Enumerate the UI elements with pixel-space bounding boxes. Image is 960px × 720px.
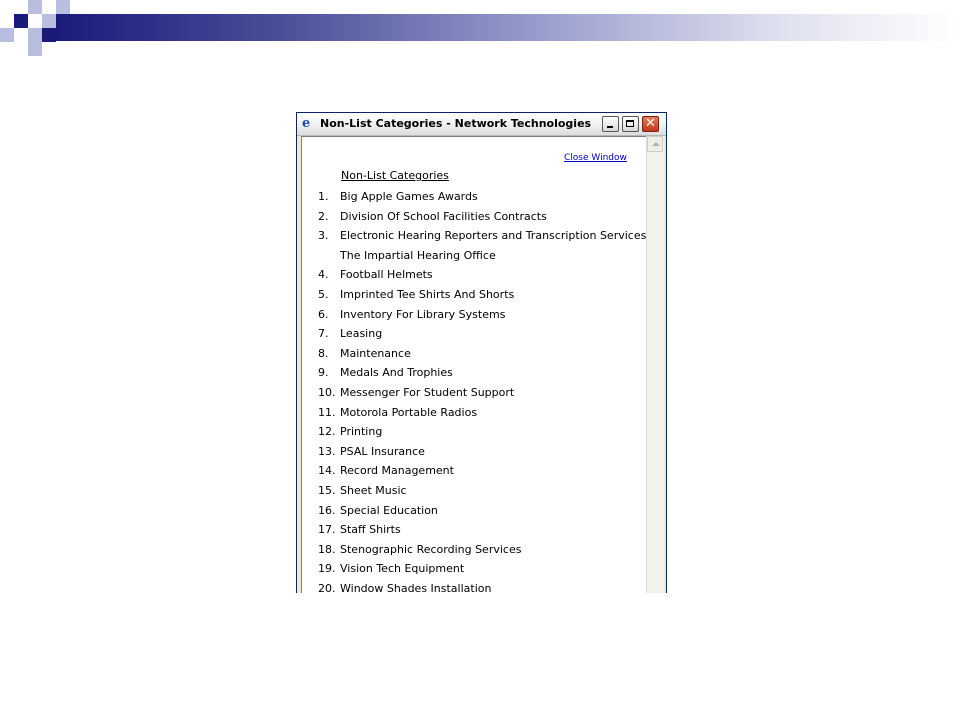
item-number: 18.	[318, 542, 336, 556]
item-label: Maintenance	[340, 346, 411, 360]
deco-square	[14, 14, 28, 28]
list-item	[318, 383, 648, 403]
item-number: 15.	[318, 483, 336, 497]
page-content	[301, 136, 646, 593]
item-number: 17.	[318, 523, 336, 537]
list-item	[318, 559, 648, 579]
list-item	[318, 403, 648, 423]
list-item	[318, 305, 648, 325]
item-label: PSAL Insurance	[340, 444, 425, 458]
deco-square	[0, 28, 14, 42]
deco-square	[28, 28, 42, 42]
list-item	[318, 363, 648, 383]
item-number: 2.	[318, 209, 329, 223]
item-label: Motorola Portable Radios	[340, 405, 478, 419]
list-item	[318, 579, 648, 593]
ie-icon: e	[302, 116, 311, 131]
item-number: 4.	[318, 268, 329, 282]
maximize-button[interactable]	[622, 116, 639, 132]
deco-square	[42, 14, 56, 28]
list-item	[318, 540, 648, 560]
item-label: Leasing	[340, 327, 383, 341]
page-title: Non-List Categories	[341, 169, 449, 182]
list-item	[318, 324, 648, 344]
vertical-scrollbar[interactable]	[646, 136, 664, 593]
minimize-button[interactable]	[602, 116, 619, 132]
deco-square	[56, 0, 70, 14]
item-number: 11.	[318, 405, 336, 419]
window-titlebar[interactable]	[297, 113, 666, 136]
deco-square	[28, 0, 42, 14]
item-number: 19.	[318, 562, 336, 576]
item-label: Vision Tech Equipment	[340, 562, 465, 576]
item-number: 3.	[318, 229, 329, 243]
close-window-link[interactable]: Close Window	[564, 153, 627, 163]
list-item	[318, 442, 648, 462]
item-number: 6.	[318, 307, 329, 321]
item-label: Inventory For Library Systems	[340, 307, 506, 321]
item-number: 14.	[318, 464, 336, 478]
deco-square	[28, 42, 42, 56]
item-label: Imprinted Tee Shirts And Shorts	[340, 287, 515, 301]
list-item	[318, 461, 648, 481]
item-label: Division Of School Facilities Contracts	[340, 209, 547, 223]
list-item	[318, 226, 648, 265]
list-item	[318, 481, 648, 501]
item-number: 7.	[318, 327, 329, 341]
list-item	[318, 187, 648, 207]
item-number: 20.	[318, 581, 336, 593]
scroll-up-button[interactable]	[647, 136, 663, 152]
maximize-icon	[626, 120, 634, 127]
item-number: 8.	[318, 346, 329, 360]
item-label: Big Apple Games Awards	[340, 190, 478, 203]
list-item	[318, 344, 648, 364]
item-number: 13.	[318, 444, 336, 458]
item-label: Record Management	[340, 464, 454, 478]
window-title: Non-List Categories - Network Technologies	[320, 117, 592, 130]
close-button[interactable]	[642, 116, 659, 132]
item-label: Printing	[340, 425, 383, 439]
chevron-up-icon	[652, 142, 660, 146]
minimize-icon	[607, 126, 613, 128]
item-number: 9.	[318, 366, 329, 380]
item-label: Staff Shirts	[340, 523, 401, 537]
item-label: Special Education	[340, 503, 438, 517]
list-item	[318, 422, 648, 442]
item-label: Medals And Trophies	[340, 366, 453, 380]
item-number: 5.	[318, 287, 329, 301]
popup-window	[296, 112, 667, 593]
item-number: 12.	[318, 425, 336, 439]
list-item	[318, 285, 648, 305]
deco-square	[42, 28, 56, 42]
item-label: Stenographic Recording Services	[340, 542, 522, 556]
list-item	[318, 265, 648, 285]
list-item	[318, 520, 648, 540]
list-item	[318, 501, 648, 521]
close-icon: ✕	[645, 116, 656, 131]
item-number: 10.	[318, 385, 336, 399]
item-label: Messenger For Student Support	[340, 385, 515, 399]
item-label: Electronic Hearing Reporters and Transcription Services The Impartial Hearing Office	[340, 229, 647, 262]
item-label: Window Shades Installation	[340, 581, 492, 593]
item-label: Football Helmets	[340, 268, 433, 282]
item-number: 16.	[318, 503, 336, 517]
list-item	[318, 207, 648, 227]
title-gradient-bar	[56, 14, 960, 41]
category-list	[318, 187, 648, 593]
item-number: 1.	[318, 190, 329, 203]
item-label: Sheet Music	[340, 483, 407, 497]
